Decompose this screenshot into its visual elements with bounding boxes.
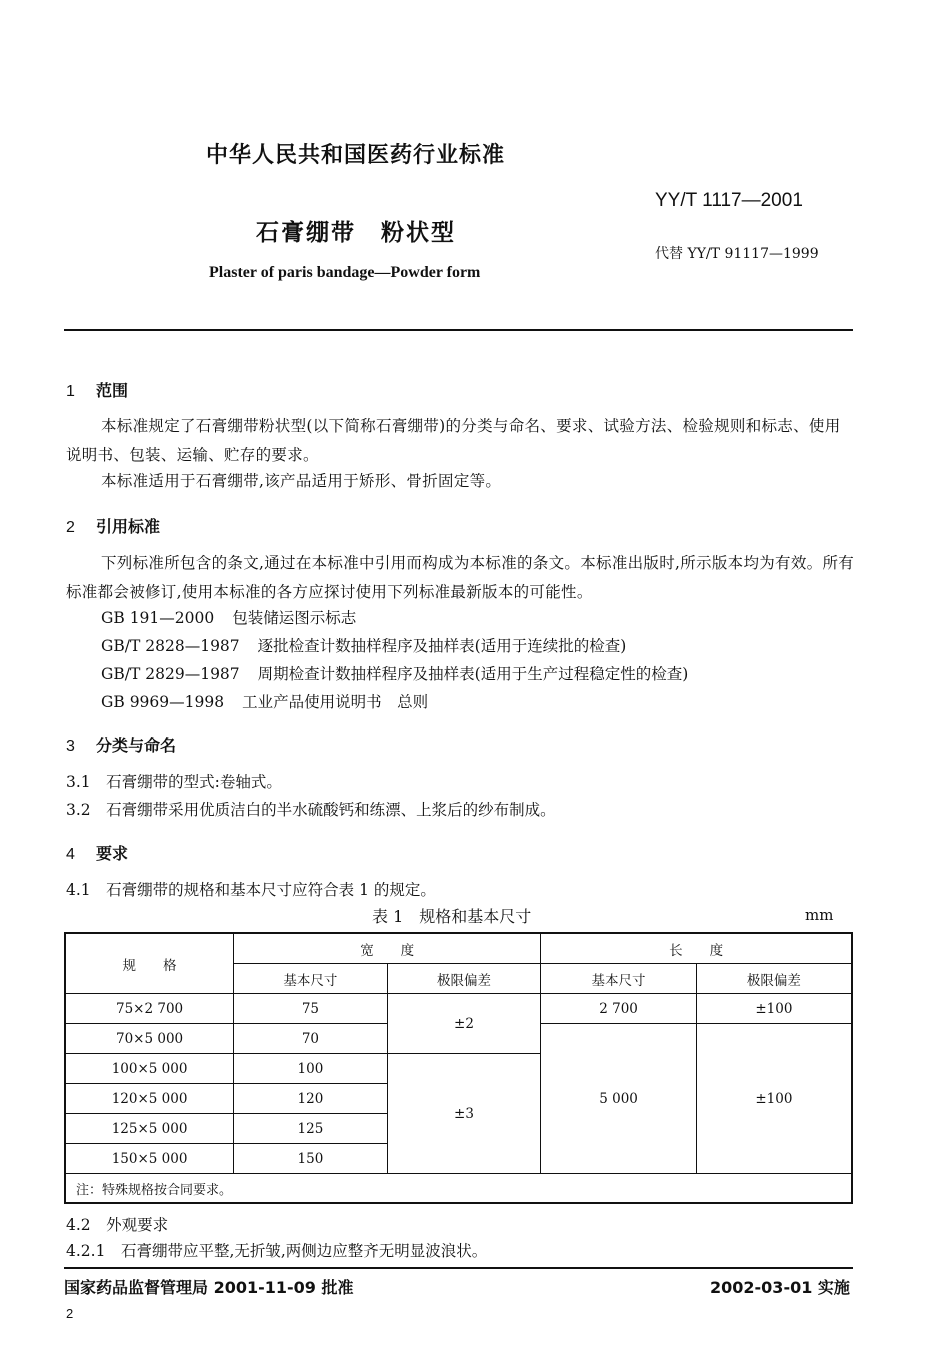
cell-width: 150: [234, 1144, 388, 1174]
section-title: 要求: [96, 844, 129, 863]
cell-spec: 120×5 000: [65, 1084, 234, 1114]
section-number: 2: [66, 519, 75, 536]
table-row: [65, 994, 852, 1024]
clause-4-2-1: 4.2.1 石膏绷带应平整,无折皱,两侧边应整齐无明显波浪状。: [66, 1242, 488, 1260]
section-3-heading: [66, 733, 176, 756]
header-width: 宽 度: [234, 933, 541, 964]
section-title: 分类与命名: [96, 736, 177, 755]
section-title: 引用标准: [96, 517, 161, 536]
clause-4-2: 4.2 外观要求: [66, 1216, 169, 1234]
cell-spec: 100×5 000: [65, 1054, 234, 1084]
section-4-heading: [66, 841, 128, 864]
header-length-tolerance: 极限偏差: [696, 964, 852, 994]
section-2-heading: [66, 514, 160, 537]
footer-divider: [64, 1267, 853, 1269]
document-title-en: Plaster of paris bandage—Powder form: [209, 264, 481, 281]
cell-width: 70: [234, 1024, 388, 1054]
section-title: 范围: [96, 381, 129, 400]
header-length-basic: 基本尺寸: [541, 964, 697, 994]
reference-item: [101, 690, 428, 712]
industry-standard-title: 中华人民共和国医药行业标准: [206, 143, 506, 168]
reference-item: [101, 606, 356, 628]
header-divider: [64, 329, 853, 331]
section-1-paragraph-2: 本标准适用于石膏绷带,该产品适用于矫形、骨折固定等。: [101, 472, 502, 490]
clause-3-1: 3.1 石膏绷带的型式:卷轴式。: [66, 773, 282, 791]
reference-code: GB/T 2828—1987: [101, 637, 240, 655]
section-number: 4: [66, 846, 75, 863]
reference-code: GB/T 2829—1987: [101, 665, 240, 683]
reference-item: [101, 662, 688, 684]
cell-width: 75: [234, 994, 388, 1024]
reference-code: GB 191—2000: [101, 609, 215, 627]
approval-info: 国家药品监督管理局 2001-11-09 批准: [64, 1278, 354, 1297]
reference-code: GB 9969—1998: [101, 693, 225, 711]
replaces-standard: 代替 YY/T 91117—1999: [655, 246, 819, 262]
header-spec: 规 格: [65, 933, 234, 994]
cell-length: 5 000: [541, 1024, 697, 1174]
cell-length-tolerance: ±100: [696, 994, 852, 1024]
reference-item: [101, 634, 626, 656]
cell-width: 100: [234, 1054, 388, 1084]
effective-date: 2002-03-01 实施: [710, 1278, 850, 1297]
clause-3-2: 3.2 石膏绷带采用优质洁白的半水硫酸钙和练漂、上浆后的纱布制成。: [66, 801, 556, 819]
section-number: 1: [66, 383, 75, 400]
section-1-heading: [66, 378, 128, 401]
cell-length: 2 700: [541, 994, 697, 1024]
header-length: 长 度: [541, 933, 852, 964]
reference-name: 包装储运图示标志: [232, 609, 357, 627]
document-title-cn: 石膏绷带 粉状型: [256, 220, 456, 246]
header-width-basic: 基本尺寸: [234, 964, 388, 994]
page-number: 2: [66, 1306, 74, 1321]
cell-spec: 125×5 000: [65, 1114, 234, 1144]
reference-name: 周期检查计数抽样程序及抽样表(适用于生产过程稳定性的检查): [257, 665, 689, 683]
section-number: 3: [66, 738, 75, 755]
cell-length-tolerance: ±100: [696, 1024, 852, 1174]
section-1-paragraph-1: 本标准规定了石膏绷带粉状型(以下简称石膏绷带)的分类与命名、要求、试验方法、检验规则和标志、使用说明书、包装、运输、贮存的要求。: [66, 417, 841, 464]
cell-spec: 150×5 000: [65, 1144, 234, 1174]
cell-width-tolerance: ±3: [387, 1054, 541, 1174]
cell-spec: 75×2 700: [65, 994, 234, 1024]
clause-4-1: 4.1 石膏绷带的规格和基本尺寸应符合表 1 的规定。: [66, 881, 436, 899]
standard-number: YY/T 1117—2001: [655, 190, 803, 211]
table-note: 注：特殊规格按合同要求。: [65, 1174, 852, 1204]
reference-name: 工业产品使用说明书 总则: [242, 693, 429, 711]
cell-width: 125: [234, 1114, 388, 1144]
cell-width-tolerance: ±2: [387, 994, 541, 1054]
header-width-tolerance: 极限偏差: [387, 964, 541, 994]
spec-table: [64, 932, 853, 1204]
table-caption: 表 1 规格和基本尺寸: [372, 907, 532, 926]
cell-spec: 70×5 000: [65, 1024, 234, 1054]
section-2-paragraph: 下列标准所包含的条文,通过在本标准中引用而构成为本标准的条文。本标准出版时,所示版本均为有效。所有标准都会被修订,使用本标准的各方应探讨使用下列标准最新版本的可能性。: [66, 554, 855, 601]
reference-name: 逐批检查计数抽样程序及抽样表(适用于连续批的检查): [257, 637, 627, 655]
table-unit: mm: [805, 906, 834, 924]
cell-width: 120: [234, 1084, 388, 1114]
